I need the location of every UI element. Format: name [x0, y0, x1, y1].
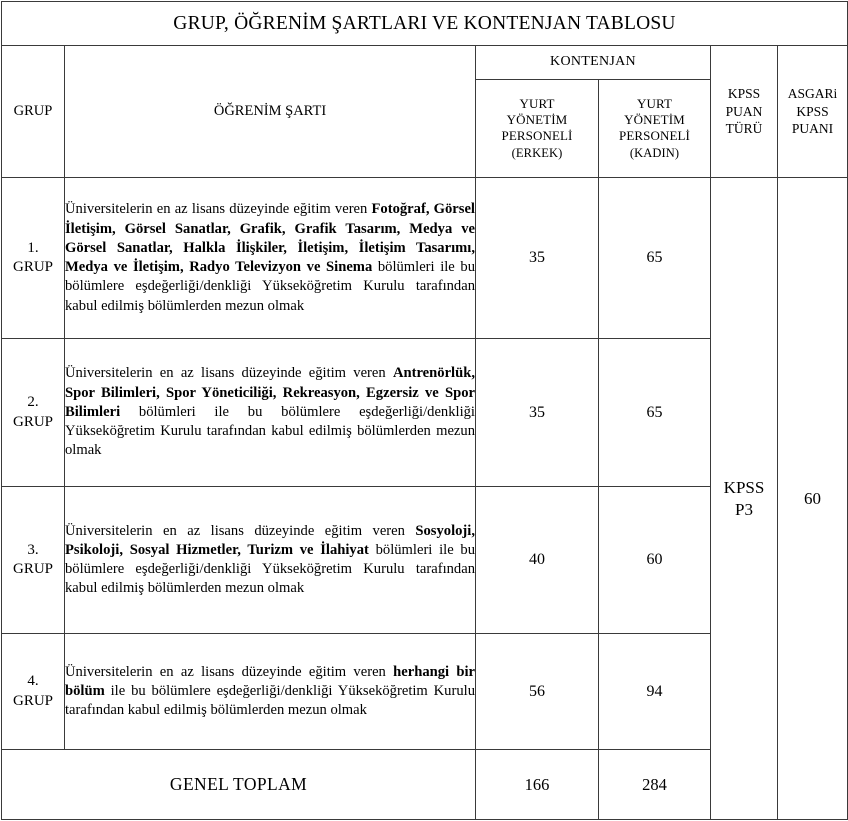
grup-label-1 — [2, 178, 65, 339]
column-header-kontenjan-kadin — [599, 80, 711, 178]
sarti-suffix: bölümleri ile bu bölümlere eşdeğerliği/denkliği Yükseköğretim Kurulu tarafından kabul edilmiş bölümlerden mezun olmak — [65, 541, 475, 597]
kontenjan-erkek-line-3: PERSONELİ — [501, 128, 573, 144]
asgari-kpss-puani-value: 60 — [778, 178, 848, 820]
column-header-kontenjan-erkek — [476, 80, 599, 178]
kontenjan-erkek-2: 35 — [476, 339, 599, 487]
kontenjan-erkek-1: 35 — [476, 178, 599, 339]
asgari-kpss-puani-line-3: PUANI — [791, 121, 834, 137]
kontenjan-kadin-4: 94 — [599, 634, 711, 750]
header-row-primary — [2, 46, 848, 80]
grup-number: 2. — [27, 394, 39, 411]
sarti-prefix: Üniversitelerin en az lisans düzeyinde eğitim veren — [65, 365, 393, 382]
grup-word: GRUP — [12, 413, 53, 430]
grup-number: 1. — [27, 239, 39, 256]
column-header-asgari-kpss-puani — [778, 46, 848, 178]
grup-word: GRUP — [12, 692, 53, 709]
kontenjan-kadin-line-3: PERSONELİ — [619, 128, 690, 144]
grup-label-2 — [2, 339, 65, 487]
sarti-suffix: bölümleri ile bu bölümlere eşdeğerliği/denkliği Yükseköğretim Kurulu tarafından kabul edilmiş bölümlerden mezun olmak — [65, 403, 475, 459]
asgari-kpss-puani-line-1: ASGARi — [787, 86, 838, 102]
kontenjan-erkek-line-4: (ERKEK) — [511, 145, 563, 160]
kpss-puan-turu-line-1: KPSS — [727, 86, 761, 102]
grup-word: GRUP — [12, 561, 53, 577]
sarti-prefix: Üniversitelerin en az lisans düzeyinde eğitim veren — [65, 522, 416, 539]
kontenjan-kadin-line-4: (KADIN) — [629, 145, 680, 160]
kontenjan-erkek-line-1: YURT — [519, 95, 555, 111]
column-header-kontenjan: KONTENJAN — [476, 46, 711, 80]
kpss-puan-turu-value — [711, 178, 778, 820]
sarti-prefix: Üniversitelerin en az lisans düzeyinde eğitim veren — [65, 663, 394, 680]
sarti-suffix: bölümleri ile bu bölümlere eşdeğerliği/denkliği Yükseköğretim Kurulu tarafından kabul edilmiş bölümlerden mezun olmak — [65, 259, 475, 314]
sarti-bolumler: Fotoğraf, Görsel İletişim, Görsel Sanatlar, Grafik, Grafik Tasarım, Medya ve Görsel Sanatlar, Halkla İlişkiler, İletişim, İletişim Tasarımı, Medya ve İletişim, Radyo Televizyon ve Sinema — [65, 201, 475, 275]
genel-toplam-label: GENEL TOPLAM — [2, 750, 476, 820]
kontenjan-erkek-line-2: YÖNETİM — [506, 112, 568, 128]
kpss-puan-turu-value-line-2: P3 — [735, 499, 753, 519]
grup-number: 4. — [27, 673, 39, 690]
kontenjan-erkek-3: 40 — [476, 487, 599, 634]
kontenjan-erkek-4: 56 — [476, 634, 599, 750]
kontenjan-kadin-line-2: YÖNETİM — [624, 112, 685, 128]
ogrenim-sarti-2 — [65, 339, 476, 487]
page-title: GRUP, ÖĞRENİM ŞARTLARI VE KONTENJAN TABLOSU — [2, 2, 848, 46]
kontenjan-table — [1, 1, 848, 820]
sarti-prefix: Üniversitelerin en az lisans düzeyinde eğitim veren — [65, 201, 372, 218]
genel-toplam-kadin: 284 — [599, 750, 711, 820]
kpss-puan-turu-line-2: PUAN — [725, 103, 763, 119]
table-row — [2, 178, 848, 339]
sarti-bolumler: Antrenörlük, Spor Bilimleri, Spor Yöneticiliği, Rekreasyon, Egzersiz ve Spor Bilimleri — [65, 365, 475, 420]
grup-number: 3. — [27, 541, 39, 558]
sarti-suffix: ile bu bölümlere eşdeğerliği/denkliği Yükseköğretim Kurulu tarafından kabul edilmiş bölümlerden mezun olmak — [65, 682, 475, 719]
column-header-kpss-puan-turu — [711, 46, 778, 178]
grup-label-3 — [2, 487, 65, 634]
grup-label-4 — [2, 634, 65, 750]
kontenjan-kadin-1: 65 — [599, 178, 711, 339]
ogrenim-sarti-4 — [65, 634, 476, 750]
column-header-grup: GRUP — [2, 46, 65, 178]
asgari-kpss-puani-line-2: KPSS — [796, 103, 829, 119]
sarti-bolumler: Sosyoloji, Psikoloji, Sosyal Hizmetler, Turizm ve İlahiyat — [65, 522, 475, 558]
table-title-row — [2, 2, 848, 46]
kontenjan-kadin-3: 60 — [599, 487, 711, 634]
kpss-puan-turu-value-line-1: KPSS — [723, 478, 765, 498]
ogrenim-sarti-1 — [65, 178, 476, 339]
sarti-bolumler: herhangi bir bölüm — [65, 663, 476, 699]
genel-toplam-erkek: 166 — [476, 750, 599, 820]
kontenjan-kadin-2: 65 — [599, 339, 711, 487]
kpss-puan-turu-line-3: TÜRÜ — [725, 121, 763, 137]
kontenjan-kadin-line-1: YURT — [636, 95, 672, 111]
grup-word: GRUP — [12, 259, 53, 275]
column-header-ogrenim-sarti: ÖĞRENİM ŞARTI — [65, 46, 476, 178]
ogrenim-sarti-3 — [65, 487, 476, 634]
